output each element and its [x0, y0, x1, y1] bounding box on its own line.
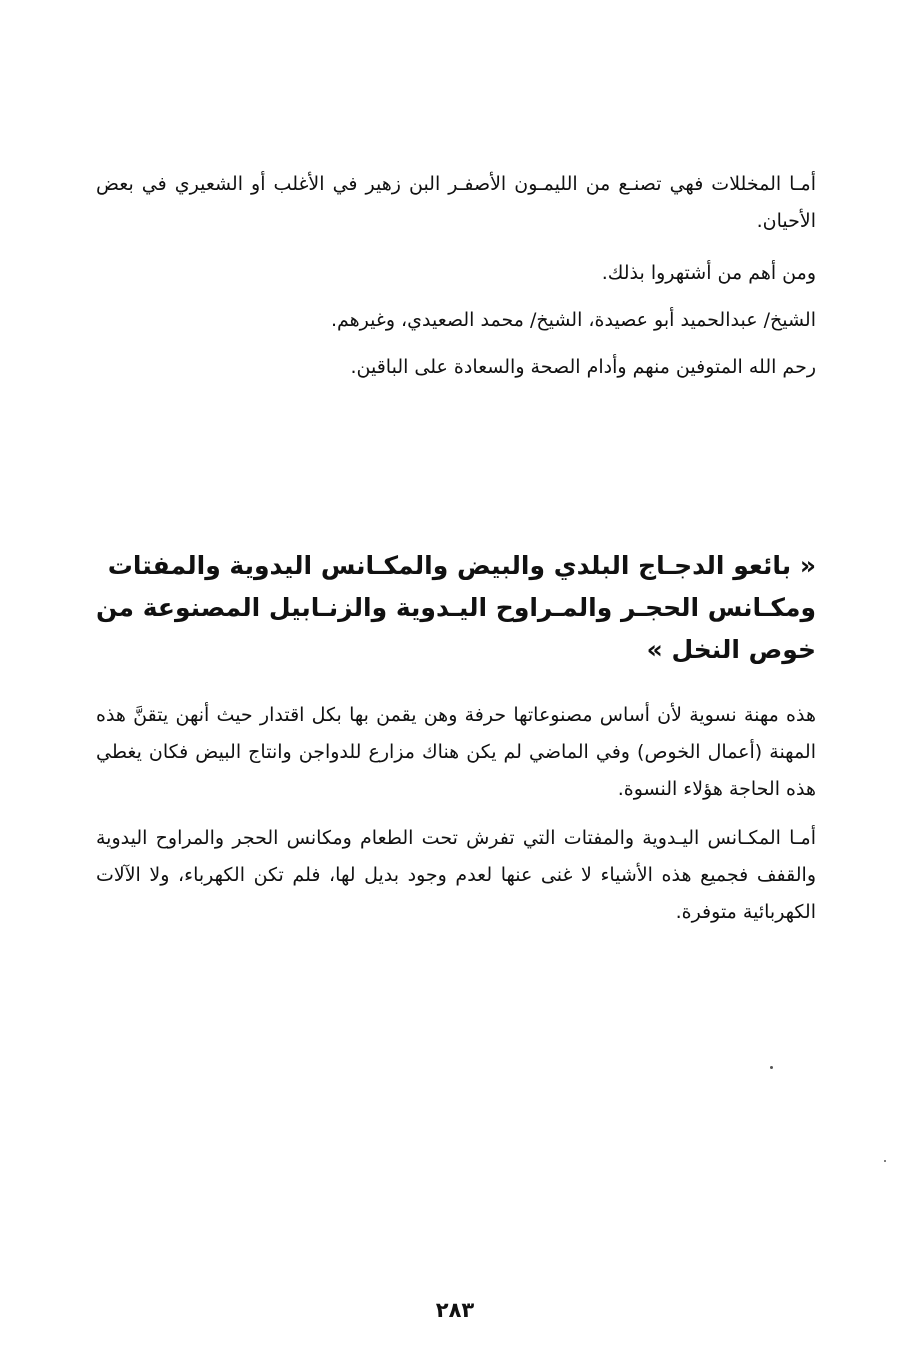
page-number: ٢٨٣ — [435, 1298, 475, 1322]
scan-speck — [770, 1066, 773, 1069]
paragraph-names: الشيخ/ عبدالحميد أبو عصيدة، الشيخ/ محمد الصعيدي، وغيرهم. — [330, 309, 816, 331]
paragraph-womens-craft: هذه مهنة نسوية لأن أساس مصنوعاتها حرفة وهن يقمن بها بكل اقتدار حيث أنهن يتقنَّ هذه المهنة (أعمال الخوص) وفي الماضي لم يكن هناك مزارع للدواجن وانتاج البيض فكان يغطي هذه الحاجة هؤلاء النسوة. — [96, 704, 816, 800]
paragraph-prayer: رحم الله المتوفين منهم وأدام الصحة والسعادة على الباقين. — [350, 356, 816, 378]
paragraph-pickles: أمـا المخللات فهي تصنـع من الليمـون الأصفـر البن زهير في الأغلب أو الشعيري في بعض الأحيان. — [96, 173, 816, 232]
scan-speck — [884, 1160, 886, 1162]
section-heading: « بائعو الدجـاج البلدي والبيض والمكـانس اليدوية والمفتات ومكـانس الحجـر والمـراوح اليـدوية والزنـابيل المصنوعة من خوص النخل » — [96, 551, 816, 664]
paragraph-famous-makers: ومن أهم من أشتهروا بذلك. — [601, 262, 816, 284]
paragraph-brooms-fans: أمـا المكـانس اليـدوية والمفتات التي تفرش تحت الطعام ومكانس الحجر والمراوح اليدوية والقفف فجميع هذه الأشياء لا غنى عنها لعدم وجود بديل لها، فلم تكن الكهرباء، ولا الآلات الكهربائية متوفرة. — [96, 827, 816, 923]
